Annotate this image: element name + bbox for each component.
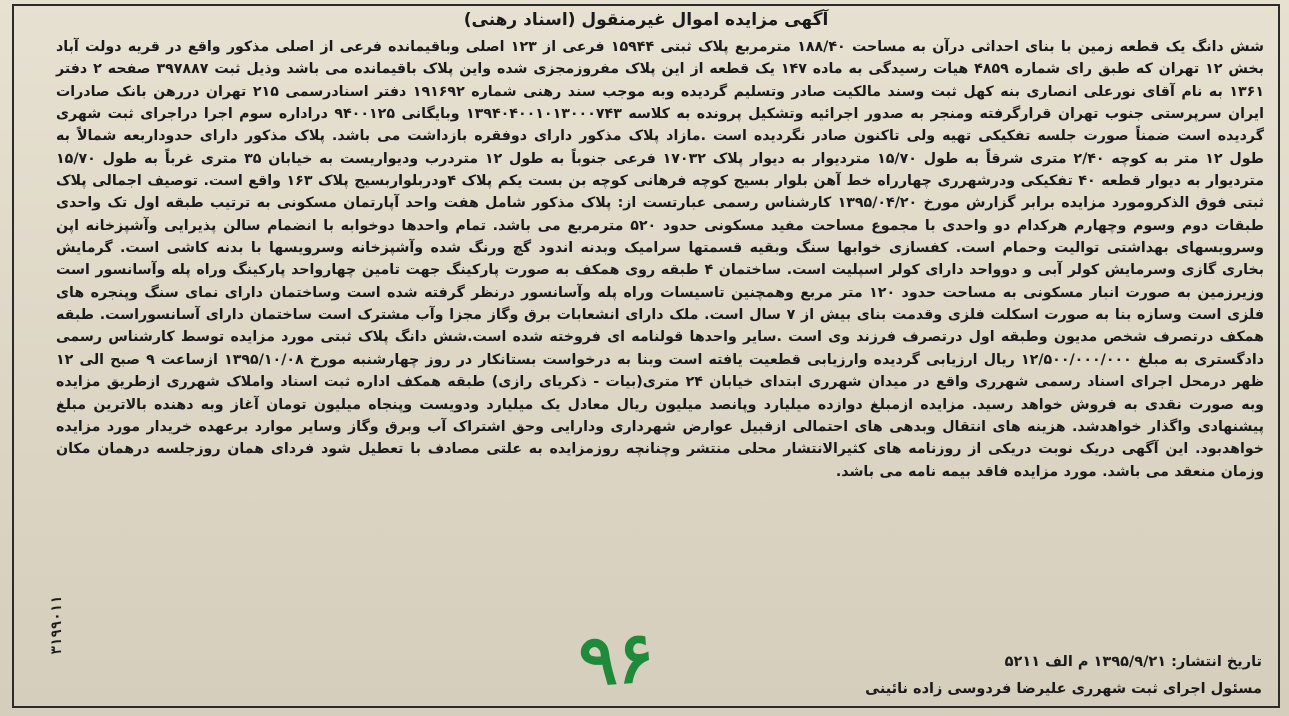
handwritten-number: ۹۶ [576, 614, 657, 703]
notice-body: شش دانگ یک قطعه زمین با بنای احداثی درآن به مساحت ۱۸۸/۴۰ مترمربع پلاک ثبتی ۱۵۹۴۴ فرعی از ۱۲۳ اصلی وباقیمانده فرعی از اصلی مذکور واقع در قریه دولت آباد بخش ۱۲ تهران که طبق رای شماره ۴۸۵۹ هیات رسیدگی به ماده ۱۴۷ یک قطعه از این پلاک مفروزمجزی شده واین پلاک باقیمانده می باشد وذیل ثبت ۳۹۷۸۸۷ صفحه ۲ دفتر ۱۳۶۱ به نام آقای نورعلی انصاری بنه کهل ثبت وسند مالکیت صادر وتسلیم گردیده وبه موجب سند رهنی شماره ۱۹۱۶۹۲ دفتر اسنادرسمی ۲۱۵ تهران دررهن بانک صادرات ایران سرپرستی جنوب تهران قرارگرفته ومنجر به صدور اجرائیه وتشکیل پرونده به کلاسه ۱۳۹۴۰۴۰۰۱۰۱۳۰۰۰۷۴۳ وبایگانی ۹۴۰۰۱۲۵ دراداره سوم اجرا دراجرای ثبت شهری گردیده است ضمناً صورت جلسه تفکیکی تهیه ولی تاکنون صادر نگردیده است .مازاد پلاک مذکور دارای دوفقره بازداشت می باشد. پلاک مذکور دارای حدوداربعه شمالاً به طول ۱۲ متر به کوچه ۲/۴۰ متری شرقاً به طول ۱۵/۷۰ متردیوار به دیوار پلاک ۱۷۰۳۲ فرعی جنوباً به طول ۱۲ متردرب ودیواریست به خیابان ۳۵ متری غرباً به طول ۱۵/۷۰ متردیوار به دیوار قطعه ۴۰ تفکیکی ودرشهرری چهارراه خط آهن بلوار بسیج کوچه فرهانی کوچه بن بست یکم پلاک ۴ودربلواربسیج پلاک ۱۶۳ واقع است. توصیف اجمالی پلاک ثبتی فوق الذکرومورد مزایده برابر گزارش مورخ ۱۳۹۵/۰۴/۲۰ کارشناس رسمی عبارتست از: پلاک مذکور شامل هفت واحد آپارتمان مسکونی به ترتیب طبقه اول تک واحدی طبقات دوم وسوم وچهارم هرکدام دو واحدی با مجموع مساحت مفید مسکونی حدود ۵۲۰ مترمربع می باشد. تمام واحدها دوخوابه با انضمام سالن پذیرایی وآشپزخانه اپن وسرویسهای بهداشتی توالیت وحمام است. کفسازی خوابها سنگ وبقیه قسمتها سرامیک وبدنه اندود گچ ورنگ شده وآشپزخانه وسرویسها با بدنه کاشی است. گرمایش بخاری گازی وسرمایش کولر آبی و دوواحد دارای کولر اسپلیت است. ساختمان ۴ طبقه روی همکف به صورت پارکینگ جهت تامین چهارواحد پارکینگ وراه پله وآسانسور است وزیرزمین به صورت انبار مسکونی به مساحت حدود ۱۲۰ متر مربع وهمچنین تاسیسات وراه پله وآسانسور درنظر گرفته شده است وساختمان دارای نمای سنگ وپنجره های فلزی است وسازه بنا به صورت اسکلت فلزی وقدمت بنای بیش از ۷ سال است. ملک دارای انشعابات برق وگاز مجزا وآب مشترک است ساختمان دارای آسانسوراست. طبقه همکف درتصرف شخص مدیون وطبقه اول درتصرف فرزند وی است .سایر واحدها قولنامه ای فروخته شده است.شش دانگ پلاک ثبتی مورد مزایده توسط کارشناس رسمی دادگستری به مبلغ ۱۲/۵۰۰/۰۰۰/۰۰۰ ریال ارزیابی گردیده وارزیابی قطعیت یافته است وبنا به درخواست بستانکار در روز چهارشنبه مورخ ۱۳۹۵/۱۰/۰۸ ازساعت ۹ صبح الی ۱۲ ظهر درمحل اجرای اسناد رسمی شهرری واقع در میدان شهرری ابتدای خیابان ۲۴ متری(بیات - ذکریای رازی) طبقه همکف اداره ثبت اسناد واملاک شهرری ازطریق مزایده وبه صورت نقدی به فروش خواهد رسید. مزایده ازمبلغ دوازده میلیارد وپانصد میلیون ریال معادل یک میلیارد ودویست وپنجاه میلیون تومان آغاز وبه دهنده بالاترین مبلغ پیشنهادی واگذار خواهدشد. هزینه های انتقال وبدهی های احتمالی ازقبیل عوارض شهرداری ودارایی وحق اشتراک آب وبرق وگاز وسایر موارد برعهده خریدار مورد مزایده خواهدبود. این آگهی دریک نوبت دریکی از روزنامه های کثیرالانتشار محلی منتشر وچنانچه روزمزایده به علتی مصادف با تعطیل شود فردای همان روزجلسه درهمان مکان وزمان منعقد می باشد. مورد مزایده فاقد بیمه نامه می باشد. [56, 39, 1265, 480]
auction-notice [12, 4, 1280, 708]
publication-date: تاریخ انتشار: ۱۳۹۵/۹/۲۱ م الف ۵۲۱۱ [1004, 654, 1262, 670]
notice-title: آگهی مزایده اموال غیرمنقول (اسناد رهنی) [463, 10, 829, 30]
vertical-reference-number: ۳۱۹۹۰۱۱ [49, 595, 65, 655]
signature-line: مسئول اجرای ثبت شهرری علیرضا فردوسی زاده نائینی [865, 681, 1262, 697]
